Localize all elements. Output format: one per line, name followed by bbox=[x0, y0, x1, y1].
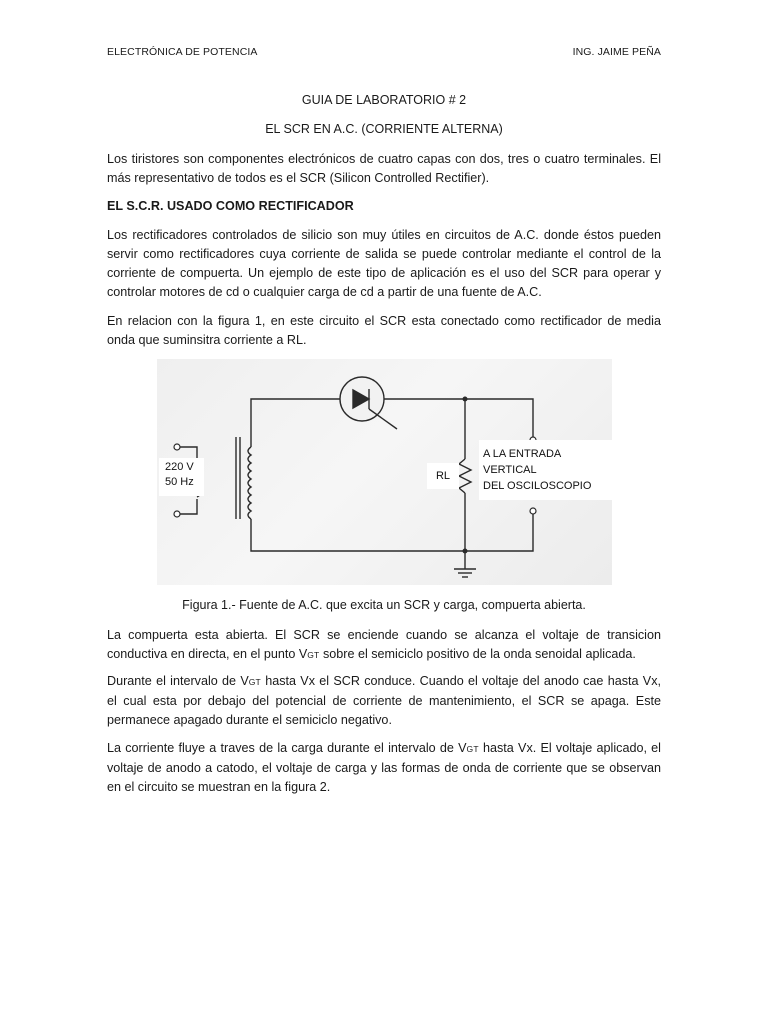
source-frequency: 50 Hz bbox=[165, 476, 194, 488]
paragraph-4-part-a: Durante el intervalo de V bbox=[107, 674, 249, 688]
load-label: RL bbox=[427, 463, 459, 489]
paragraph-5 bbox=[107, 739, 661, 797]
figure-caption: Figura 1.- Fuente de A.C. que excita un SCR y carga, compuerta abierta. bbox=[182, 598, 586, 612]
source-label bbox=[159, 458, 204, 496]
paragraph-4-subscript: GT bbox=[248, 677, 261, 687]
paragraph-5-part-a: La corriente fluye a traves de la carga durante el intervalo de V bbox=[107, 741, 467, 755]
section-heading: EL S.C.R. USADO COMO RECTIFICADOR bbox=[107, 199, 354, 213]
paragraph-2: En relacion con la figura 1, en este circuito el SCR esta conectado como rectificador de media onda que suminsitra corriente a RL. bbox=[107, 314, 661, 347]
header-right: ING. JAIME PEÑA bbox=[572, 46, 661, 58]
paragraph-4 bbox=[107, 672, 661, 730]
scope-line-2: DEL OSCILOSCOPIO bbox=[483, 480, 592, 492]
intro-paragraph: Los tiristores son componentes electrónicos de cuatro capas con dos, tres o cuatro terminales. El más representativo de todos es el SCR (Silicon Controlled Rectifier). bbox=[107, 152, 661, 185]
header-left: ELECTRÓNICA DE POTENCIA bbox=[107, 46, 258, 58]
source-voltage: 220 V bbox=[165, 461, 194, 473]
paragraph-4-part-b: hasta Vx el SCR conduce. Cuando el voltaje del anodo cae hasta Vx, el cual esta por debajo del potencial de corriente de mantenimiento, el SCR se apaga. Este permanece apagado durante el semiciclo negativo. bbox=[107, 674, 661, 727]
paragraph-1: Los rectificadores controlados de silicio son muy útiles en circuitos de A.C. donde éstos pueden servir como rectificadores cuya corriente de salida se puede controlar mediante el control de la corriente de compuerta. Un ejemplo de este tipo de aplicación es el uso del SCR para operar y controlar motores de cd o cualquier carga de cd a partir de una fuente de A.C. bbox=[107, 228, 661, 299]
scope-line-1: A LA ENTRADA VERTICAL bbox=[483, 448, 561, 476]
oscilloscope-label bbox=[479, 440, 612, 500]
paragraph-3 bbox=[107, 626, 661, 665]
paragraph-5-part-b: hasta Vx. El voltaje aplicado, el voltaje de anodo a catodo, el voltaje de carga y las formas de onda de corriente que se observan en el circuito se muestran en la figura 2. bbox=[107, 741, 661, 794]
paragraph-5-subscript: GT bbox=[466, 744, 479, 754]
paragraph-3-part-a: La compuerta esta abierta. El SCR se enciende cuando se alcanza el voltaje de transicion conductiva en directa, en el punto V bbox=[107, 628, 661, 661]
document-title: GUIA DE LABORATORIO # 2 bbox=[301, 93, 467, 107]
paragraph-3-part-b: sobre el semiciclo positivo de la onda senoidal aplicada. bbox=[319, 647, 636, 661]
document-subtitle: EL SCR EN A.C. (CORRIENTE ALTERNA) bbox=[265, 122, 503, 136]
paragraph-3-subscript: GT bbox=[307, 650, 320, 660]
circuit-figure bbox=[157, 359, 612, 585]
